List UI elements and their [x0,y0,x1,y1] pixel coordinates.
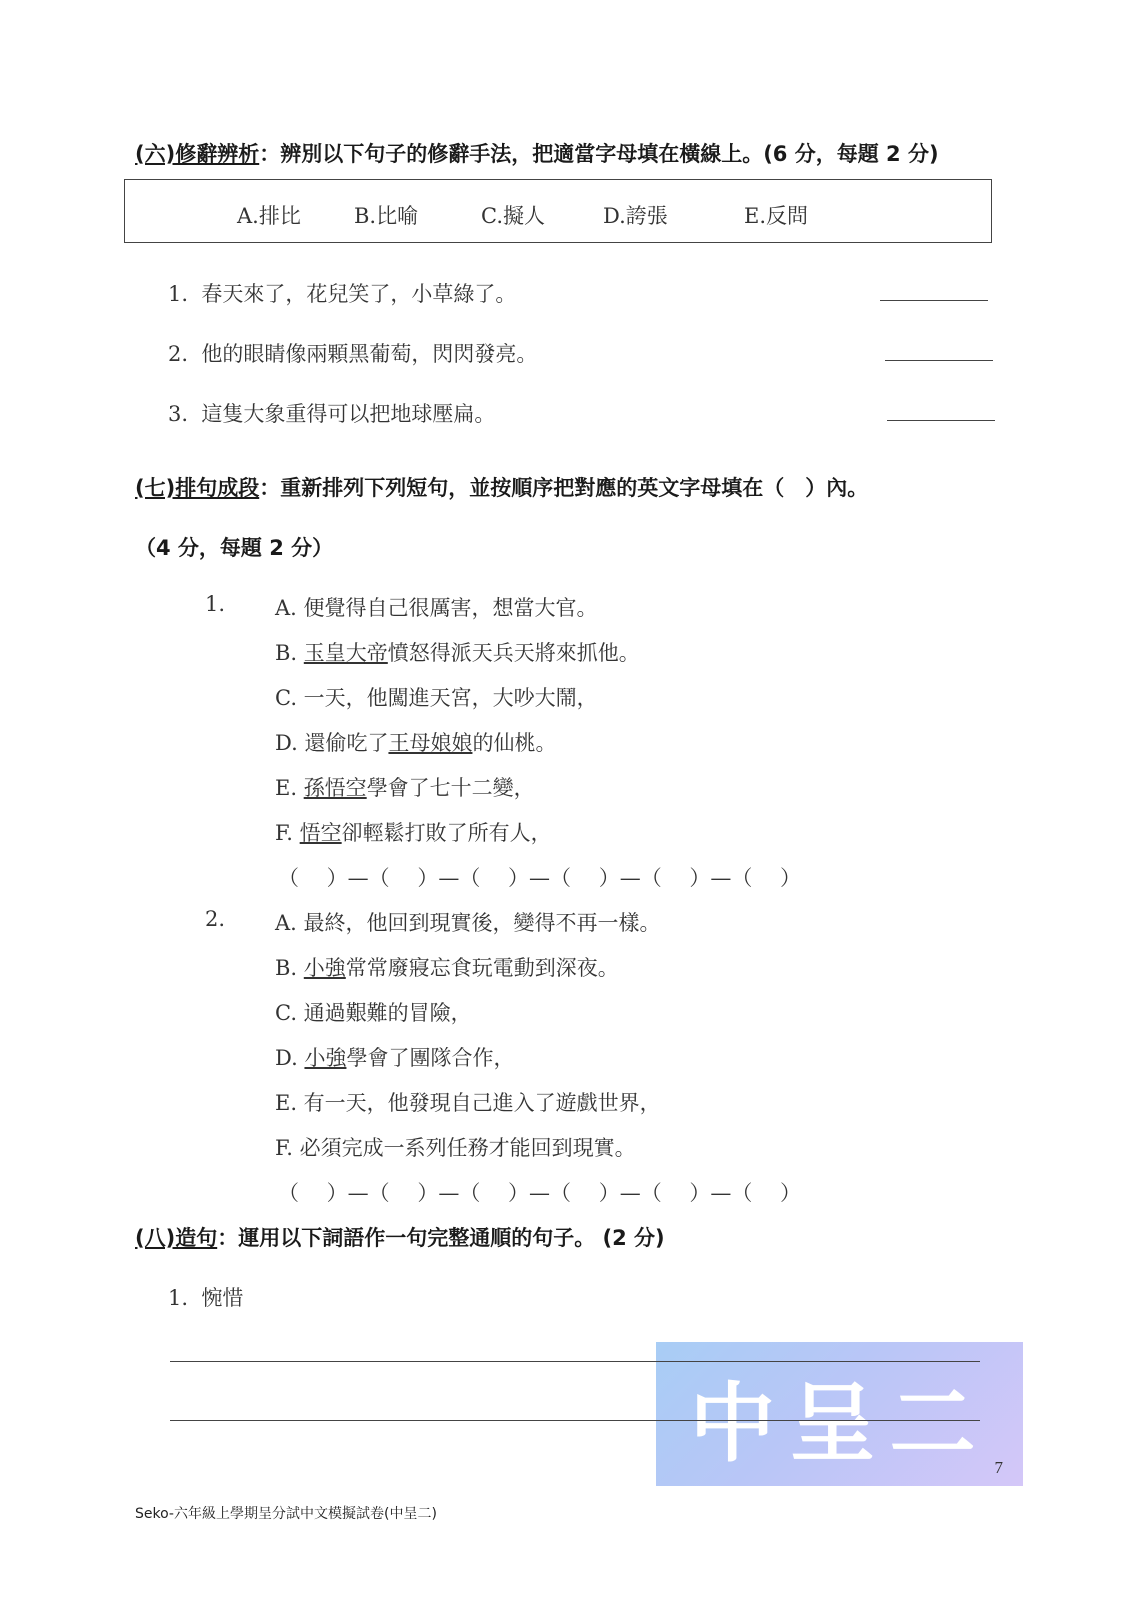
answer-blank-2[interactable] [885,360,993,361]
question-number: 1. [168,1286,189,1310]
section6-tag: (六)修辭辨析 [135,142,260,166]
option-b: B.比喻 [354,204,419,228]
section7-instructions: ：重新排列下列短句，並按順序把對應的英文字母填在（ ）內。 [259,476,869,500]
s6-question-1 [168,278,516,308]
question-number: 3. [168,402,189,426]
question-number: 2. [168,342,189,366]
s7-q2-line-d: D. 小強學會了團隊合作， [275,1046,515,1070]
section6-heading [135,138,939,168]
proper-noun: 玉皇大帝 [303,641,388,665]
writing-line-1[interactable] [170,1361,980,1362]
proper-noun: 小強 [303,956,346,980]
section6-instructions: ：辨別以下句子的修辭手法，把適當字母填在橫線上。(6 分，每題 2 分) [259,142,939,166]
proper-noun: 悟空 [299,821,342,845]
s7-q1-line-d: D. 還偷吃了王母娘娘的仙桃。 [275,731,557,755]
s6-question-2 [168,338,537,368]
proper-noun: 孫悟空 [303,776,367,800]
writing-line-2[interactable] [170,1420,980,1421]
option-a: A.排比 [237,204,301,228]
s7-q2-line-b: B. 小強常常廢寢忘食玩電動到深夜。 [275,956,619,980]
s7-q2-line-c: C. 通過艱難的冒險， [275,1001,472,1025]
s7-q2-number: 2. [205,907,226,931]
watermark-text: 中呈二 [689,1374,990,1474]
option-c: C.擬人 [481,204,545,228]
s7-q1-line-e: E. 孫悟空學會了七十二變， [275,776,535,800]
option-e: E.反問 [744,204,809,228]
watermark-badge [656,1342,1023,1486]
s7-q2-line-f: F. 必須完成一系列任務才能回到現實。 [275,1136,636,1160]
page-number: 7 [994,1458,1003,1477]
section7-tag: (七)排句成段 [135,476,260,500]
s6-question-3 [168,398,495,428]
s7-q2-answer-brackets[interactable]: （ ）—（ ）—（ ）—（ ）—（ ）—（ ） [278,1181,802,1205]
vocab-word: 惋惜 [201,1286,244,1310]
s7-q1-line-f: F. 悟空卻輕鬆打敗了所有人， [275,821,552,845]
proper-noun: 小強 [304,1046,347,1070]
question-text: 這隻大象重得可以把地球壓扁。 [201,402,496,426]
section7-marks: （4 分，每題 2 分） [135,536,334,560]
s7-q2-line-a: A. 最終，他回到現實後，變得不再一樣。 [275,911,661,935]
question-text: 春天來了，花兒笑了，小草綠了。 [201,282,517,306]
s7-q1-answer-brackets[interactable]: （ ）—（ ）—（ ）—（ ）—（ ）—（ ） [278,866,802,890]
footer-text: Seko-六年級上學期呈分試中文模擬試卷(中呈二) [135,1506,437,1522]
options-box [124,179,992,243]
section7-heading [135,472,868,502]
s7-q2-line-e: E. 有一天，他發現自己進入了遊戲世界， [275,1091,661,1115]
section8-tag: (八)造句 [135,1226,218,1250]
s7-q1-line-c: C. 一天，他闖進天宮，大吵大鬧， [275,686,598,710]
s7-q1-line-a: A. 便覺得自己很厲害，想當大官。 [275,596,598,620]
s8-question-1 [168,1282,243,1312]
question-text: 他的眼睛像兩顆黑葡萄，閃閃發亮。 [201,342,538,366]
option-d: D.誇張 [603,204,668,228]
s7-q1-line-b: B. 玉皇大帝憤怒得派天兵天將來抓他。 [275,641,640,665]
section8-instructions: ：運用以下詞語作一句完整通順的句子。 (2 分) [217,1226,665,1250]
question-number: 1. [168,282,189,306]
s7-q1-number: 1. [205,592,226,616]
proper-noun: 王母娘娘 [388,731,473,755]
answer-blank-3[interactable] [887,420,995,421]
answer-blank-1[interactable] [880,300,988,301]
section8-heading [135,1222,665,1252]
